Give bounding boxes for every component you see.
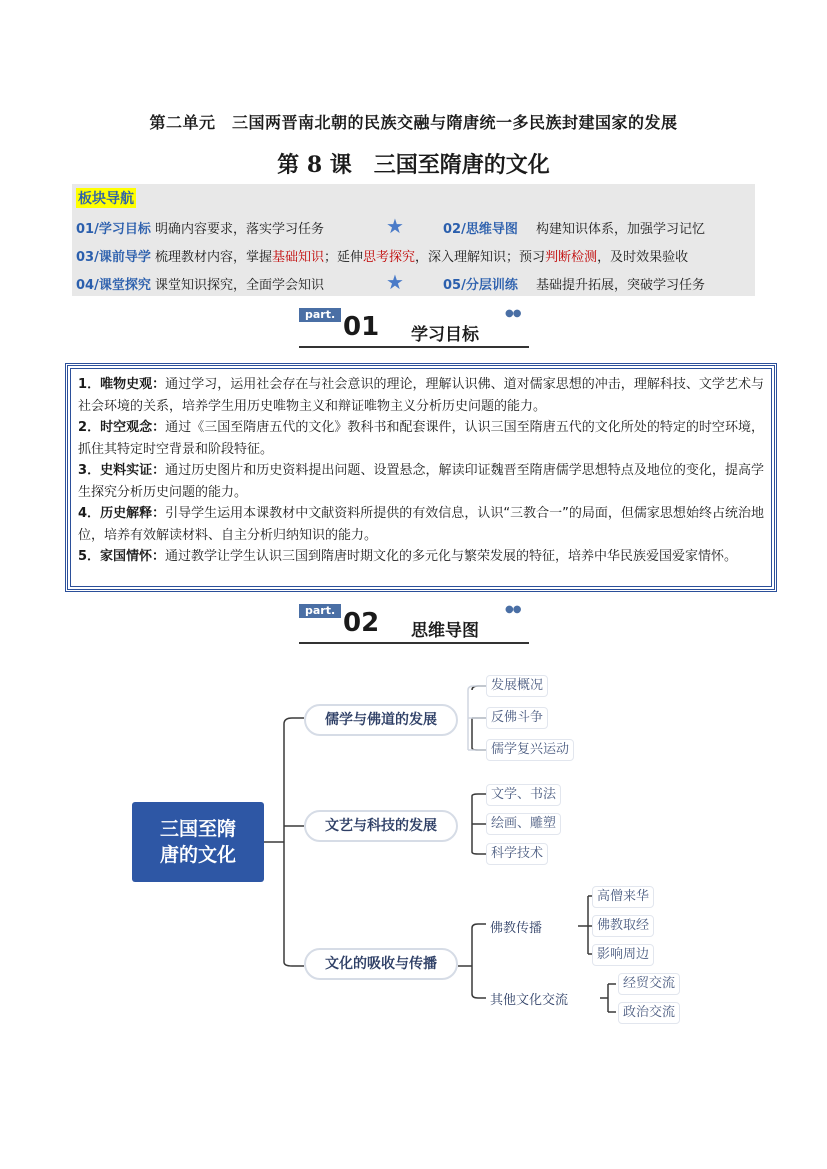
mind-map [120, 660, 720, 1040]
branch-confucianism: 儒学与佛道的发展 [304, 704, 458, 736]
leaf-node: 政治交流 [618, 1002, 680, 1024]
goal-text: 引导学生运用本课教材中文献资料所提供的有效信息，认识“三教合一”的局面，但儒家思想始终占统治地位，培养有效解读材料、自主分析归纳知识的能力。 [78, 506, 764, 543]
nav-red-basic: 基础知识 [272, 250, 325, 265]
lesson-title: 第 8 课 三国至隋唐的文化 [277, 152, 550, 178]
dots-icon: ●● [505, 604, 521, 615]
nav-key-03[interactable]: 03/课前导学 [76, 250, 151, 265]
part-tag: part. [299, 604, 341, 618]
goal-item [78, 546, 764, 568]
goal-label: 5．家国情怀： [78, 549, 166, 564]
branch-exchange: 文化的吸收与传播 [304, 948, 458, 980]
goal-text: 通过《三国至隋唐五代的文化》教科书和配套课件，认识三国至隋唐五代的文化所处的特定的时空环境，抓住其特定时空背景和阶段特征。 [78, 420, 764, 457]
leaf-node: 绘画、雕塑 [486, 813, 561, 835]
mind-map-root [132, 802, 264, 882]
unit-title: 第二单元 三国两晋南北朝的民族交融与隋唐统一多民族封建国家的发展 [149, 113, 678, 132]
nav-text-05: 基础提升拓展，突破学习任务 [535, 278, 705, 293]
nav-text-04: 课堂知识探究，全面学会知识 [154, 278, 324, 293]
section-navigation [72, 184, 755, 296]
leaf-node: 科学技术 [486, 843, 548, 865]
root-line: 三国至隋 [159, 818, 236, 840]
learning-goals-box [65, 363, 777, 592]
sub-branch-other: 其他文化交流 [490, 993, 569, 1008]
part-title: 思维导图 [411, 621, 479, 641]
nav-row-1b [443, 218, 705, 237]
nav-heading: 板块导航 [76, 188, 136, 208]
goal-text: 通过学习，运用社会存在与社会意识的理论，理解认识佛、道对儒家思想的冲击，理解科技、文学艺术与社会环境的关系，培养学生用历史唯物主义和辩证唯物主义分析历史问题的能力。 [78, 377, 764, 414]
sub-branch-buddhism: 佛教传播 [490, 921, 543, 936]
nav-row-3 [76, 274, 324, 293]
nav-text-01: 明确内容要求，落实学习任务 [154, 222, 324, 237]
goal-item [78, 374, 764, 417]
leaf-node: 经贸交流 [618, 973, 680, 995]
nav-red-check: 判断检测 [545, 250, 598, 265]
nav-row-1 [76, 218, 324, 237]
divider [299, 346, 529, 348]
dots-icon: ●● [505, 308, 521, 319]
part-01-header [299, 308, 529, 350]
nav-key-02[interactable]: 02/思维导图 [443, 222, 518, 237]
nav-row-3b [443, 274, 705, 293]
leaf-node: 反佛斗争 [486, 707, 548, 729]
branch-arts-science: 文艺与科技的发展 [304, 810, 458, 842]
goal-item [78, 460, 764, 503]
leaf-node: 佛教取经 [592, 915, 654, 937]
divider [299, 642, 529, 644]
goal-label: 1．唯物史观： [78, 377, 166, 392]
goal-text: 通过教学让学生认识三国到隋唐时期文化的多元化与繁荣发展的特征，培养中华民族爱国爱家情怀。 [165, 549, 738, 564]
root-line: 唐的文化 [159, 844, 236, 866]
nav-text-03c: ，深入理解知识；预习 [415, 250, 546, 265]
nav-key-04[interactable]: 04/课堂探究 [76, 278, 151, 293]
leaf-node: 儒学复兴运动 [486, 739, 574, 761]
leaf-node: 文学、书法 [486, 784, 561, 806]
nav-text-03d: ，及时效果验收 [597, 250, 689, 265]
nav-key-01[interactable]: 01/学习目标 [76, 222, 151, 237]
part-title: 学习目标 [411, 325, 479, 345]
part-number: 02 [343, 608, 380, 638]
nav-text-02: 构建知识体系，加强学习记忆 [535, 222, 705, 237]
goal-text: 通过历史图片和历史资料提出问题、设置悬念，解读印证魏晋至隋唐儒学思想特点及地位的变化，提高学生探究分析历史问题的能力。 [78, 463, 764, 500]
nav-text-03a: 梳理教材内容，掌握 [154, 250, 272, 265]
leaf-node: 高僧来华 [592, 886, 654, 908]
goal-item [78, 503, 764, 546]
nav-key-05[interactable]: 05/分层训练 [443, 278, 518, 293]
star-icon: ★ [386, 270, 404, 294]
nav-red-think: 思考探究 [363, 250, 416, 265]
goal-label: 2．时空观念： [78, 420, 166, 435]
goal-label: 3．史料实证： [78, 463, 166, 478]
goal-label: 4．历史解释： [78, 506, 166, 521]
leaf-node: 发展概况 [486, 675, 548, 697]
part-02-header [299, 604, 529, 646]
goal-item [78, 417, 764, 460]
star-icon: ★ [386, 214, 404, 238]
nav-text-03b: ；延伸 [324, 250, 364, 265]
leaf-node: 影响周边 [592, 944, 654, 966]
part-tag: part. [299, 308, 341, 322]
part-number: 01 [343, 312, 380, 342]
nav-row-2 [76, 246, 688, 265]
